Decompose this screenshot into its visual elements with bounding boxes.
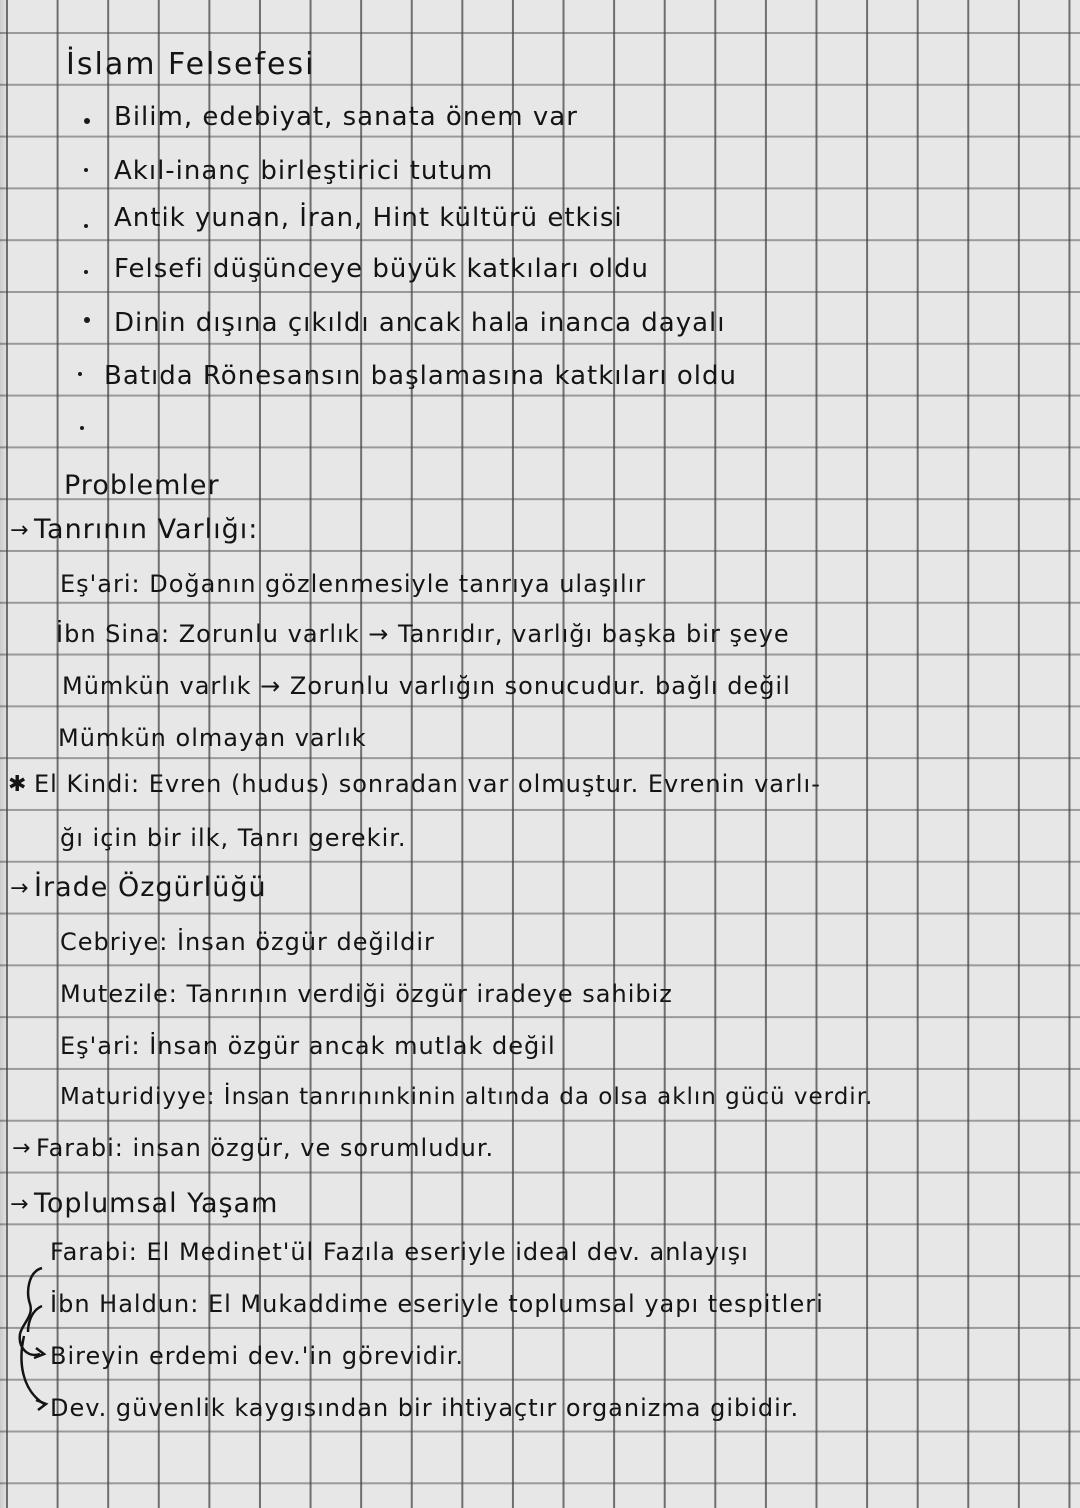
page-edge-shadow: [0, 0, 8, 1508]
star-icon: ✱: [8, 772, 27, 797]
bullet-item: Bilim, edebiyat, sanata önem var: [114, 102, 578, 132]
bullet-item: Batıda Rönesansın başlamasına katkıları oldu: [104, 361, 737, 391]
bullet-dot-icon: [78, 372, 82, 376]
note-line: İbn Sina: Zorunlu varlık → Tanrıdır, varlığı başka bir şeye: [56, 620, 790, 648]
note-line: Mümkün olmayan varlık: [58, 724, 367, 752]
bullet-dot-icon: [80, 426, 84, 430]
note-line: Eş'ari: İnsan özgür ancak mutlak değil: [60, 1032, 556, 1060]
note-line: Eş'ari: Doğanın gözlenmesiyle tanrıya ulaşılır: [60, 570, 647, 598]
note-line: Cebriye: İnsan özgür değildir: [60, 928, 435, 956]
arrow-right-icon: →: [10, 1192, 29, 1217]
note-title: İslam Felsefesi: [66, 47, 316, 82]
bullet-dot-icon: [84, 224, 88, 228]
bullet-dot-icon: [84, 118, 90, 124]
curly-brace-arrows-icon: [14, 1262, 54, 1412]
section-heading-toplumsal-yasam: Toplumsal Yaşam: [34, 1188, 279, 1219]
arrow-right-icon: →: [12, 1136, 31, 1161]
note-line: Maturidiyye: İnsan tanrınınkinin altında da olsa aklın gücü verdir.: [60, 1084, 874, 1110]
note-line: El Kindi: Evren (hudus) sonradan var olmuştur. Evrenin varlı-: [34, 770, 821, 798]
note-line: Bireyin erdemi dev.'in görevidir.: [50, 1342, 464, 1370]
bullet-item: Antik yunan, İran, Hint kültürü etkisi: [114, 203, 623, 233]
section-heading-tanrinin-varligi: Tanrının Varlığı:: [34, 514, 259, 545]
problems-heading: Problemler: [64, 470, 220, 501]
note-line: Farabi: El Medinet'ül Fazıla eseriyle ideal dev. anlayışı: [50, 1238, 749, 1266]
bullet-dot-icon: [84, 270, 88, 274]
note-line: İbn Haldun: El Mukaddime eseriyle toplumsal yapı tespitleri: [50, 1290, 824, 1318]
bullet-item: Felsefi düşünceye büyük katkıları oldu: [114, 254, 649, 284]
section-heading-irade-ozgurlugu: İrade Özgürlüğü: [34, 872, 267, 903]
arrow-right-icon: →: [10, 518, 29, 543]
note-line: Dev. güvenlik kaygısından bir ihtiyaçtır organizma gibidir.: [50, 1394, 800, 1422]
note-line: ğı için bir ilk, Tanrı gerekir.: [60, 824, 407, 852]
arrow-right-icon: →: [10, 876, 29, 901]
bullet-item: Dinin dışına çıkıldı ancak hala inanca dayalı: [114, 308, 726, 338]
bullet-item: Akıl-inanç birleştirici tutum: [114, 156, 494, 186]
bullet-dot-icon: [84, 168, 88, 172]
note-line: Mutezile: Tanrının verdiği özgür iradeye sahibiz: [60, 980, 673, 1008]
note-line: Farabi: insan özgür, ve sorumludur.: [36, 1134, 495, 1162]
note-line: Mümkün varlık → Zorunlu varlığın sonucudur. bağlı değil: [62, 672, 791, 700]
bullet-dot-icon: [84, 317, 90, 323]
